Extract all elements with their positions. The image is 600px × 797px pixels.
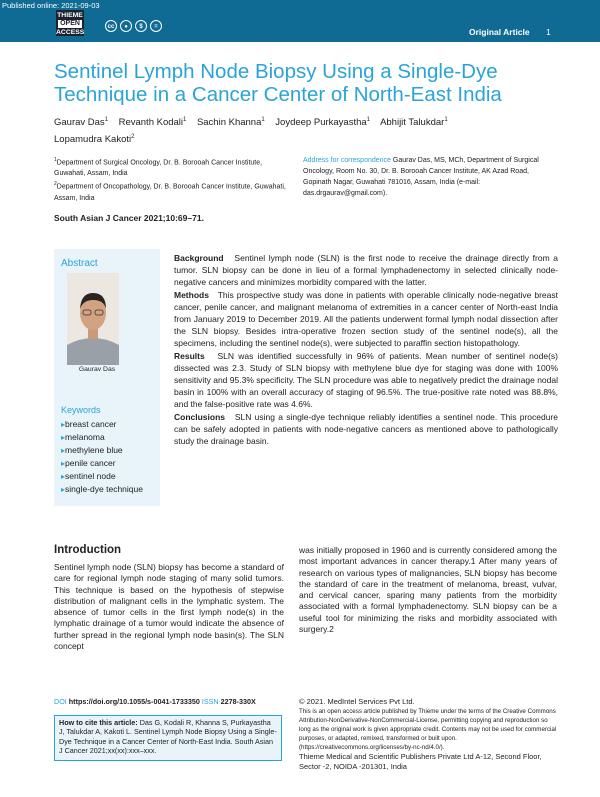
keyword: ▸ penile cancer bbox=[61, 457, 143, 470]
copyright-line: © 2021. MedIntel Services Pvt Ltd. bbox=[299, 697, 415, 706]
how-to-cite-box: How to cite this article: Das G, Kodali R, Khanna S, Purkayastha J, Talukdar A, Kakoti L. Sentinel Lymph Node Biopsy Using a Single-Dye Technique in a Cancer Center of North-East India. South Asian J Cancer 2021;xx(xx):xxx–xxx. bbox=[54, 715, 282, 761]
abstract-methods: Methods This prospective study was done in patients with operable clinically node-negative breast cancer, penile cancer, and malignant melanoma of extremities in a cancer center of North-east India from January 2019 to December 2019. All the patients underwent formal lymph nodal dissection after the SLN biopsy. Besides intra-operative frozen section study of the sentinel node(s), all the specimens, including the sentinel node(s), were subjected to paraffin section histopathology. bbox=[174, 289, 558, 349]
introduction-right-column: was initially proposed in 1960 and is currently considered among the most important advances in cancer therapy.1 After many years of research on various types of malignancies, SLN biopsy has become the standard of care in the treatment of melanoma, breast, vulvar, and cervical cancer, sparing many patients from the morbidity associated with a formal lymphadenectomy. SLN biopsy can be a useful tool for minimizing the risks and morbidity associated with surgery.2 bbox=[299, 545, 557, 635]
article-type: Original Article bbox=[469, 27, 530, 37]
keyword: ▸ breast cancer bbox=[61, 418, 143, 431]
abstract-heading: Abstract bbox=[61, 258, 98, 269]
keyword: ▸ sentinel node bbox=[61, 470, 143, 483]
keyword: ▸ methylene blue bbox=[61, 444, 143, 457]
keywords-list bbox=[61, 418, 143, 496]
author[interactable]: Revanth Kodali$^1$ bbox=[118, 117, 187, 129]
journal-citation: South Asian J Cancer 2021;10:69–71. bbox=[54, 213, 204, 223]
published-tag: Published online: 2021-09-03 bbox=[2, 1, 100, 10]
author-photo bbox=[67, 273, 119, 365]
abstract-background: Background Sentinel lymph node (SLN) is the first node to receive the drainage directly from a tumor. SLN biopsy can be done in lieu of a formal lymphadenectomy in selected clinically node-negative cancers and minimizes morbidity compared with the latter. bbox=[174, 253, 558, 288]
author-list bbox=[54, 113, 574, 147]
nd-icon: = bbox=[150, 20, 162, 32]
logo-line3: ACCESS bbox=[56, 29, 85, 36]
logo-line1: THIEME bbox=[57, 12, 83, 19]
logo-line2: OPEN bbox=[58, 20, 82, 28]
affiliations bbox=[54, 155, 294, 204]
author[interactable]: Sachin Khanna$^1$ bbox=[196, 117, 265, 129]
thieme-open-access-logo bbox=[56, 10, 84, 36]
keyword: ▸ single-dye technique bbox=[61, 483, 143, 496]
author[interactable]: Joydeep Purkayastha$^1$ bbox=[275, 117, 371, 129]
doi-line: DOI https://doi.org/10.1055/s-0041-1733350 ISSN 2278-330X bbox=[54, 697, 256, 706]
correspondence bbox=[303, 155, 553, 199]
abstract-body bbox=[174, 252, 558, 447]
introduction-heading: Introduction bbox=[54, 544, 122, 556]
author[interactable]: Abhijit Talukdar$^1$ bbox=[380, 117, 448, 129]
abstract-results: Results SLN was identified successfully in 96% of patients. Mean number of sentinel node(s) dissected was 2.3. Study of SLN biopsy with methylene blue dye for staging was done with 100% sensitivity and 95.3% specificity. The SLN procedure was able to negatively predict the drainage nodal basin in 100% with an overall accuracy of staging of 96.5%. The true-positive rate noted was 88.8%, and the false-positive rate was 4.6%. bbox=[174, 350, 558, 410]
keywords-heading: Keywords bbox=[61, 405, 101, 415]
doi-link[interactable]: https://doi.org/10.1055/s-0041-1733350 bbox=[68, 697, 200, 706]
affiliation: $^2$Department of Oncopathology, Dr. B. Borooah Cancer Institute, Guwahati, Assam, India bbox=[54, 181, 286, 202]
correspondence-text: Gaurav Das, MS, MCh, Department of Surgical Oncology, Room No. 30, Dr. B. Borooah Cancer Institute, AK Azad Road, Gopinath Nagar, Guwahati 781016, Assam, India (e-mail: das.drgaurav@gmail.com). bbox=[303, 157, 539, 197]
nc-icon: $ bbox=[135, 20, 147, 32]
cc-icon: cc bbox=[105, 20, 117, 32]
author[interactable]: Lopamudra Kakoti$^2$ bbox=[54, 134, 135, 146]
license-icons[interactable] bbox=[105, 20, 162, 32]
publisher-text: Thieme Medical and Scientific Publishers Private Ltd A-12, Second Floor, Sector -2, NOIDA -201301, India bbox=[299, 752, 542, 771]
correspondence-label: Address for correspondence bbox=[303, 157, 391, 164]
by-icon: ● bbox=[120, 20, 132, 32]
photo-caption: Gaurav Das bbox=[78, 366, 116, 373]
abstract-conclusions: Conclusions SLN using a single-dye technique reliably identifies a sentinel node. This procedure can be safely adopted in patients with node-negative cancers as mentioned above to pathologically study the drainage basin. bbox=[174, 411, 558, 447]
page-number: 1 bbox=[546, 27, 551, 37]
introduction-left-column: Sentinel lymph node (SLN) biopsy has become a standard of care for regional lymph node staging of many solid tumors. This technique is based on the hypothesis of stepwise distribution of malignant cells in the lymphatic system. The absence of tumor cells in the first lymph node(s) in the lymphatic drainage of a tumor would indicate the absence of further spread in the regional lymph node basin(s). The SLN concept bbox=[54, 562, 284, 652]
article-title: Sentinel Lymph Node Biopsy Using a Single-Dye Technique in a Cancer Center of North-East India bbox=[54, 60, 502, 106]
author[interactable]: Gaurav Das$^1$ bbox=[54, 117, 109, 129]
keyword: ▸ melanoma bbox=[61, 431, 143, 444]
copyright-block bbox=[299, 697, 557, 772]
license-text: This is an open access article published by Thieme under the terms of the Creative Commons Attribution-NonDerivative-NonCommercial-License, permitting copying and reproduction so long as the original work is given appropriate credit. Contents may not be used for commercial purposes, or adapted, remixed, transformed or built upon. (https://creativecommons.org/licenses/by-nc-nd/4.0/). bbox=[299, 708, 557, 751]
affiliation: $^1$Department of Surgical Oncology, Dr. B. Borooah Cancer Institute, Guwahati, Assam, India bbox=[54, 157, 263, 178]
